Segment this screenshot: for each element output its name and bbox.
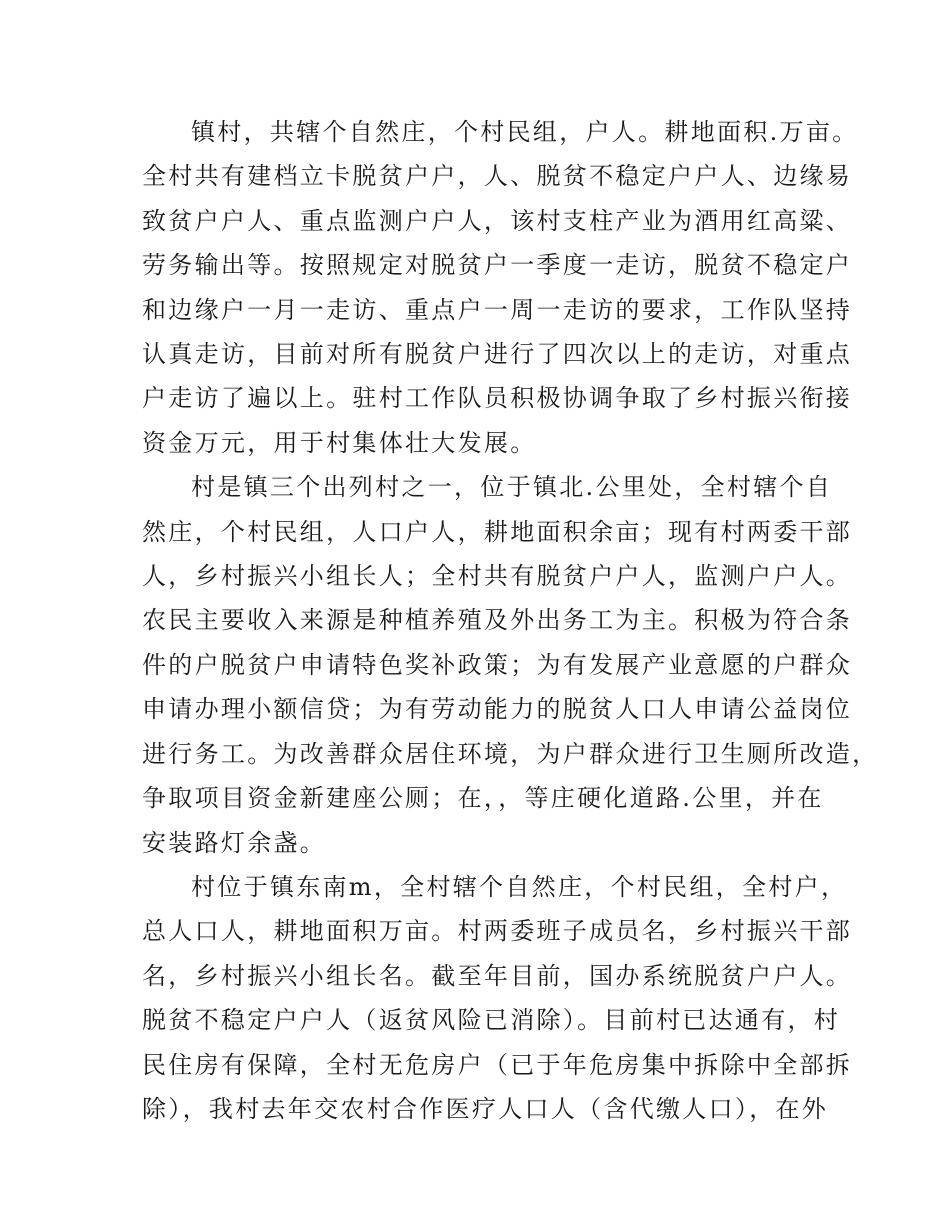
document-body bbox=[142, 110, 879, 1131]
paragraph-2 bbox=[142, 465, 879, 865]
text-line: 村是镇三个出列村之一，位于镇北.公里处，全村辖个自 bbox=[191, 473, 833, 502]
text-line: 争取项目资金新建座公厕；在，，等庄硬化道路.公里，并在 bbox=[142, 784, 824, 813]
text-line: 除），我村去年交农村合作医疗人口人（含代缴人口），在外 bbox=[142, 1094, 829, 1123]
text-line: 然庄，个村民组，人口户人，耕地面积余亩；现有村两委干部 bbox=[142, 517, 853, 546]
text-line: 申请办理小额信贷；为有劳动能力的脱贫人口人申请公益岗位 bbox=[142, 695, 853, 724]
paragraph-3 bbox=[142, 865, 853, 1131]
text-line: 件的户脱贫户申请特色奖补政策；为有发展产业意愿的户群众 bbox=[142, 650, 853, 679]
text-line: 民住房有保障，全村无危房户（已于年危房集中拆除中全部拆 bbox=[142, 1050, 853, 1079]
text-line: 全村共有建档立卡脱贫户户，人、脱贫不稳定户户人、边缘易 bbox=[142, 162, 853, 191]
text-line: 脱贫不稳定户户人（返贫风险已消除）。目前村已达通有，村 bbox=[142, 1006, 841, 1035]
text-line: 农民主要收入来源是种植养殖及外出务工为主。积极为符合条 bbox=[142, 606, 853, 635]
text-line: 致贫户户人、重点监测户户人，该村支柱产业为酒用红高粱、 bbox=[142, 206, 853, 235]
text-line: 进行务工。为改善群众居住环境，为户群众进行卫生厕所改造， bbox=[142, 739, 879, 768]
text-line: 人，乡村振兴小组长人；全村共有脱贫户户人，监测户户人。 bbox=[142, 562, 853, 591]
paragraph-1 bbox=[142, 110, 859, 465]
text-line: 和边缘户一月一走访、重点户一周一走访的要求，工作队坚持 bbox=[142, 295, 853, 324]
text-line: 认真走访，目前对所有脱贫户进行了四次以上的走访，对重点 bbox=[142, 340, 853, 369]
text-line: 村位于镇东南m，全村辖个自然庄，个村民组，全村户， bbox=[191, 872, 848, 901]
text-line: 劳务输出等。按照规定对脱贫户一季度一走访，脱贫不稳定户 bbox=[142, 251, 853, 280]
text-line: 资金万元，用于村集体壮大发展。 bbox=[142, 428, 537, 457]
text-line: 户走访了遍以上。驻村工作队员积极协调争取了乡村振兴衔接 bbox=[142, 384, 853, 413]
text-line: 名，乡村振兴小组长名。截至年目前，国办系统脱贫户户人。 bbox=[142, 961, 853, 990]
text-line: 安装路灯余盏。 bbox=[142, 828, 327, 857]
text-line: 总人口人，耕地面积万亩。村两委班子成员名，乡村振兴干部 bbox=[142, 917, 853, 946]
text-line: 镇村，共辖个自然庄，个村民组，户人。耕地面积.万亩。 bbox=[191, 118, 859, 146]
